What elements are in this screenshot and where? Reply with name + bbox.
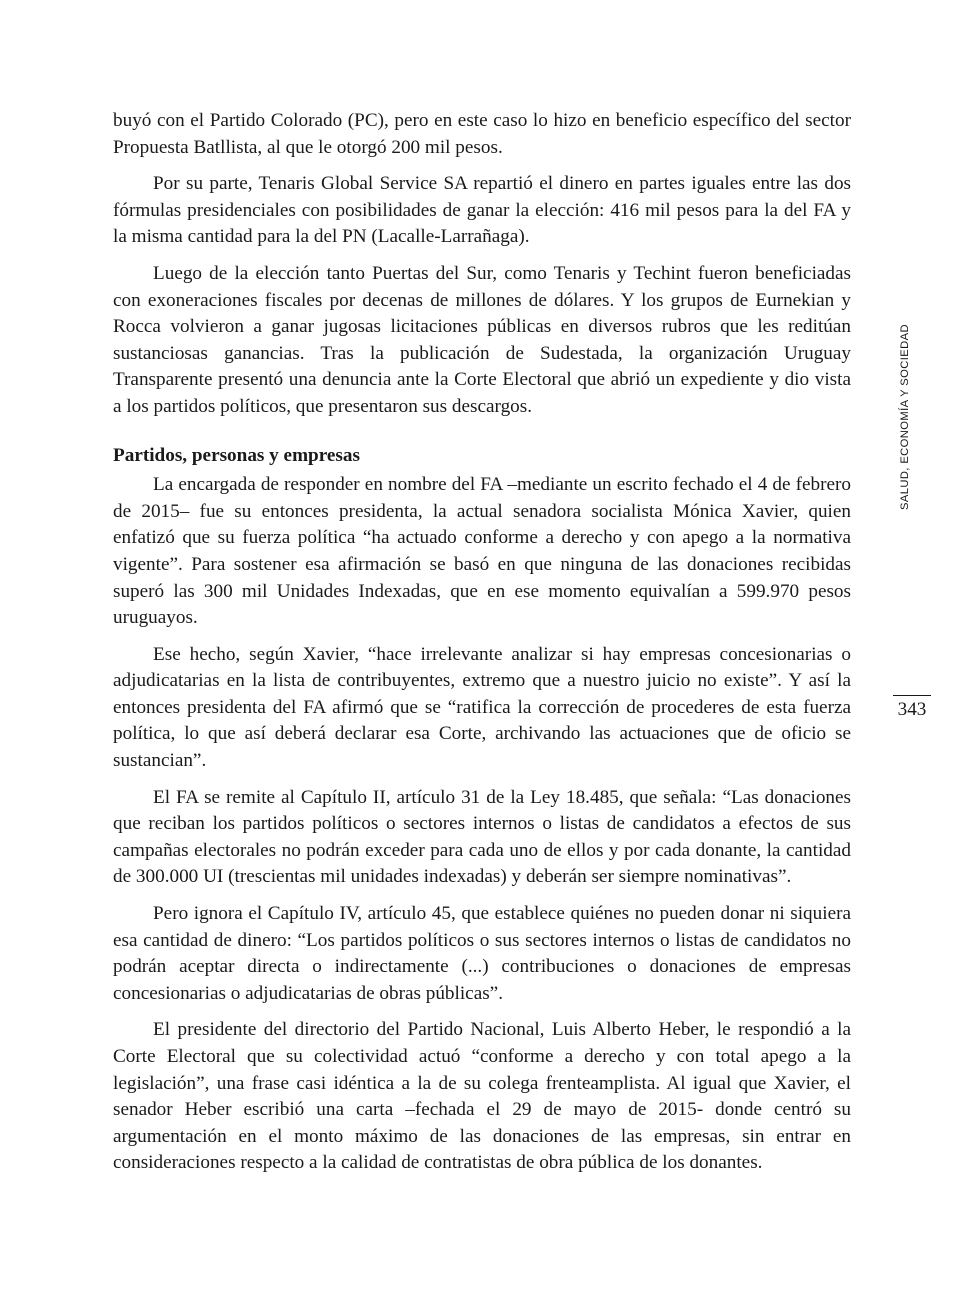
paragraph: El FA se remite al Capítulo II, artículo 31 de la Ley 18.485, que señala: “Las donaciones que reciban los partidos políticos o sectores internos o listas de candidatos a efectos de sus campañas electorales no podrán exceder para cada uno de ellos y por cada donante, la cantidad de 300.000 UI (trescientas mil unidades indexadas) y deberán ser siempre nominativas”.: [113, 786, 851, 888]
page-number: 343: [893, 695, 931, 721]
running-section-label: SALUD, ECONOMÍA Y SOCIEDAD: [899, 324, 911, 510]
paragraph: Por su parte, Tenaris Global Service SA repartió el dinero en partes iguales entre las dos fórmulas presidenciales con posibilidades de ganar la elección: 416 mil pesos para la del FA y la misma cantidad para la del PN (Lacalle-Larrañaga).: [113, 173, 851, 248]
paragraph: Pero ignora el Capítulo IV, artículo 45, que establece quiénes no pueden donar ni siquiera esa cantidad de dinero: “Los partidos políticos o sus sectores internos o listas de candidatos no podrán aceptar directa o indirectamente (...) contribuciones o donaciones de empresas concesionarias o adjudicatarias de obras públicas”.: [113, 903, 851, 1004]
paragraph: La encargada de responder en nombre del FA –mediante un escrito fechado el 4 de febrero de 2015– fue su entonces presidenta, la actual senadora socialista Mónica Xavier, quien enfatizó que su fuerza política “ha actuado conforme a derecho y con apego a la normativa vigente”. Para sostener esa afirmación se basó en que ninguna de las donaciones recibidas superó las 300 mil Unidades Indexadas, que en ese momento equivalían a 599.970 pesos uruguayos.: [113, 474, 851, 629]
paragraph-continuation: buyó con el Partido Colorado (PC), pero en este caso lo hizo en beneficio específico del sector Propuesta Batllista, al que le otorgó 200 mil pesos.: [113, 110, 851, 158]
paragraph: El presidente del directorio del Partido Nacional, Luis Alberto Heber, le respondió a la Corte Electoral que su colectividad actuó “conforme a derecho y con total apego a la legislación”, una frase casi idéntica a la de su colega frenteamplista. Al igual que Xavier, el senador Heber escribió una carta –fechada el 29 de mayo de 2015- donde centró su argumentación en el monto máximo de las donaciones de las empresas, sin entrar en consideraciones respecto a la calidad de contratistas de obra pública de los donantes.: [113, 1019, 851, 1174]
paragraph: Ese hecho, según Xavier, “hace irrelevante analizar si hay empresas concesionarias o adjudicatarias en la lista de contribuyentes, extremo que a nuestro juicio no existe”. Y así la entonces presidenta del FA afirmó que se “ratifica la corrección de procederes de esta fuerza política, lo que así deberá declarar esa Corte, archivando las actuaciones que de oficio se sustancian”.: [113, 643, 851, 772]
paragraph: Luego de la elección tanto Puertas del Sur, como Tenaris y Techint fueron beneficiadas con exoneraciones fiscales por decenas de millones de dólares. Y los grupos de Eurnekian y Rocca volvieron a ganar jugosas licitaciones públicas en diversos rubros que les reditúan sustanciosas ganancias. Tras la publicación de Sudestada, la organización Uruguay Transparente presentó una denuncia ante la Corte Electoral que abrió un expediente y dio vista a los partidos políticos, que presentaron sus descargos.: [113, 262, 851, 417]
section-heading: Partidos, personas y empresas: [113, 444, 360, 466]
page-body: [113, 108, 851, 1187]
